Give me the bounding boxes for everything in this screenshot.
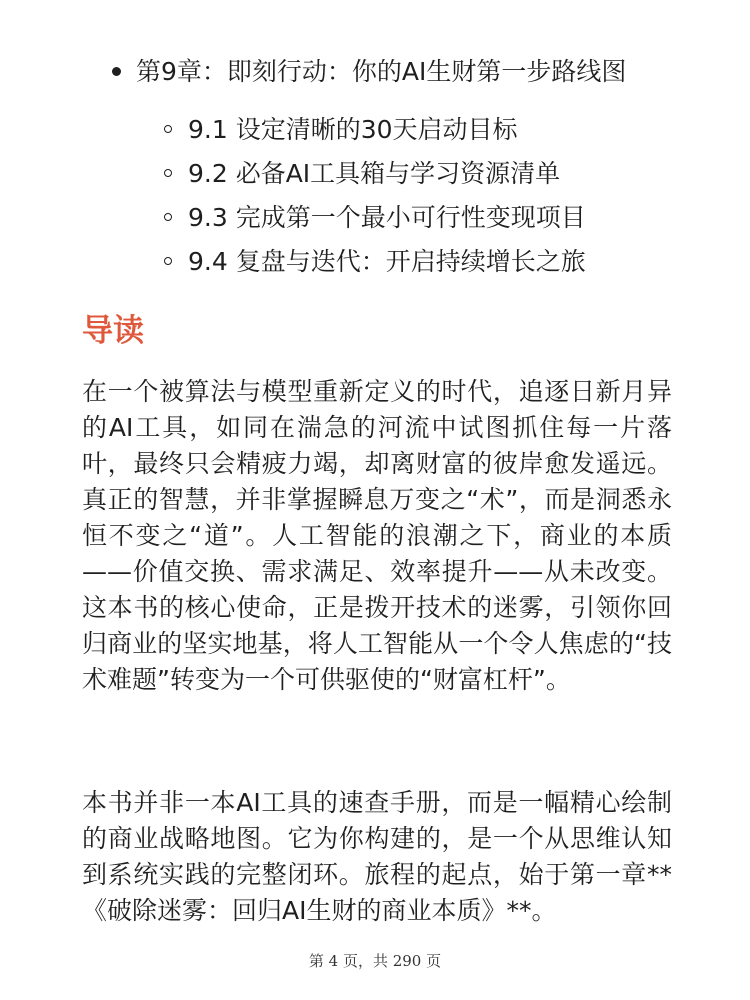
toc-section-item [158, 152, 586, 196]
toc-section-item [158, 240, 586, 284]
toc-section-label: 9.1 设定清晰的30天启动目标 [188, 115, 518, 144]
bullet-circle-icon [164, 169, 172, 177]
toc-chapter-item [108, 52, 626, 92]
intro-paragraph: 本书并非一本AI工具的速查手册，而是一幅精心绘制的商业战略地图。它为你构建的，是一个从思维认知到系统实践的完整闭环。旅程的起点，始于第一章**《破除迷雾：回归AI生财的商业本质》**。 [82, 788, 672, 925]
bullet-circle-icon [164, 213, 172, 221]
toc-section-list [158, 108, 586, 284]
bullet-circle-icon [164, 257, 172, 265]
toc-section-label: 9.3 完成第一个最小可行性变现项目 [188, 203, 586, 232]
toc-list [108, 52, 626, 92]
toc-section-item [158, 108, 586, 152]
bullet-circle-icon [164, 125, 172, 133]
toc-section-label: 9.2 必备AI工具箱与学习资源清单 [188, 159, 561, 188]
section-heading: 导读 [82, 313, 144, 349]
bullet-dot-icon [112, 67, 121, 76]
toc-section-label: 9.4 复盘与迭代：开启持续增长之旅 [188, 247, 586, 276]
toc-section-item [158, 196, 586, 240]
toc-chapter-label: 第9章：即刻行动：你的AI生财第一步路线图 [136, 57, 627, 86]
page-number-footer: 第 4 页，共 290 页 [308, 952, 442, 970]
intro-paragraph: 在一个被算法与模型重新定义的时代，追逐日新月异的AI工具，如同在湍急的河流中试图抓住每一片落叶，最终只会精疲力竭，却离财富的彼岸愈发遥远。真正的智慧，并非掌握瞬息万变之“术”，而是洞悉永恒不变之“道”。人工智能的浪潮之下，商业的本质——价值交换、需求满足、效率提升——从未改变。这本书的核心使命，正是拨开技术的迷雾，引领你回归商业的坚实地基，将人工智能从一个令人焦虑的“技术难题”转变为一个可供驱使的“财富杠杆”。 [82, 377, 672, 694]
